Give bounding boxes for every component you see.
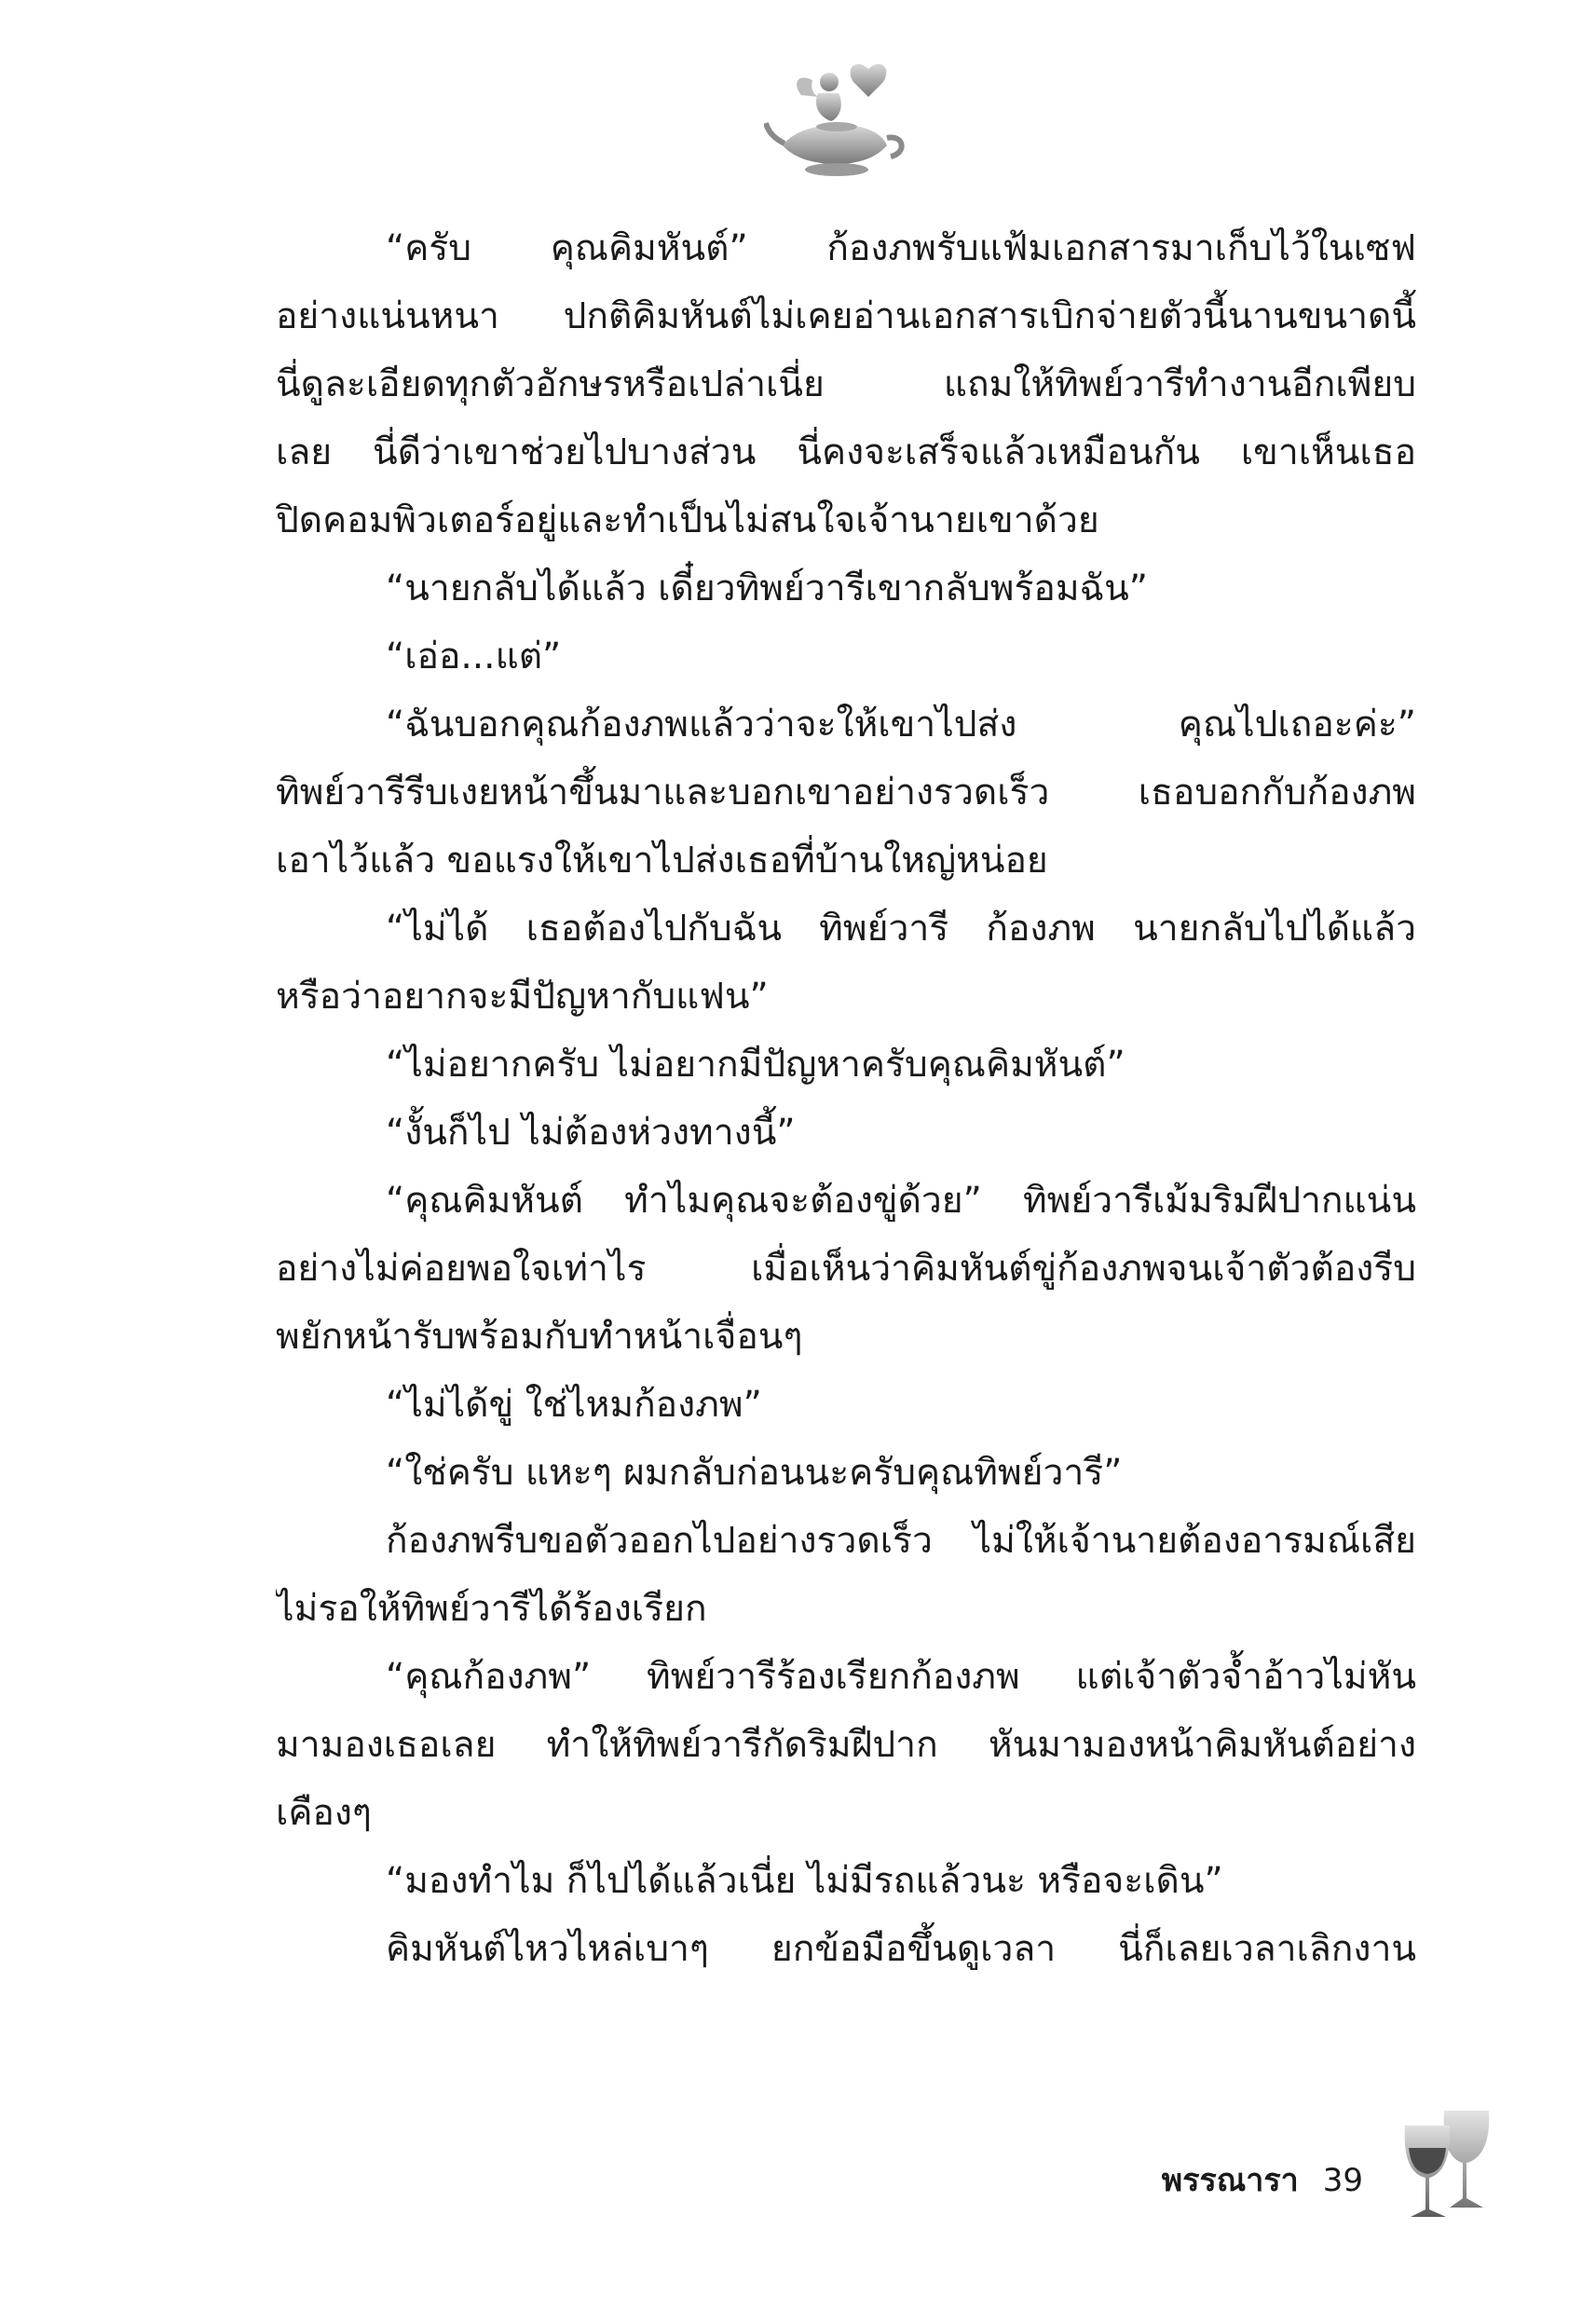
text-line: ไม่รอให้ทิพย์วารีได้ร้องเรียก: [276, 1588, 707, 1630]
text-line: อย่างแน่นหนา ปกติคิมหันต์ไม่เคยอ่านเอกสารเบิกจ่ายตัวนี้นานขนาดนี้: [276, 295, 1416, 337]
text-line: “คุณก้องภพ” ทิพย์วารีร้องเรียกก้องภพ แต่เจ้าตัวจ้ำอ้าวไม่หัน: [386, 1656, 1416, 1698]
text-line: ทิพย์วารีรีบเงยหน้าขึ้นมาและบอกเขาอย่างรวดเร็ว เธอบอกกับก้องภพ: [276, 772, 1416, 814]
text-line: “ไม่อยากครับ ไม่อยากมีปัญหาครับคุณคิมหันต์”: [386, 1044, 1125, 1086]
text-line: คิมหันต์ไหวไหล่เบาๆ ยกข้อมือขึ้นดูเวลา นี่ก็เลยเวลาเลิกงาน: [386, 1928, 1416, 1970]
wine-glasses-icon: [1398, 2101, 1500, 2222]
text-line: อย่างไม่ค่อยพอใจเท่าไร เมื่อเห็นว่าคิมหันต์ขู่ก้องภพจนเจ้าตัวต้องรีบ: [276, 1248, 1416, 1290]
text-line: “ไม่ได้ เธอต้องไปกับฉัน ทิพย์วารี ก้องภพ นายกลับไปได้แล้ว: [386, 908, 1416, 950]
text-line: “เอ่อ...แต่”: [386, 636, 562, 677]
text-line: ปิดคอมพิวเตอร์อยู่และทำเป็นไม่สนใจเจ้านายเขาด้วย: [276, 499, 1099, 541]
text-line: ก้องภพรีบขอตัวออกไปอย่างรวดเร็ว ไม่ให้เจ้านายต้องอารมณ์เสีย: [386, 1520, 1416, 1562]
text-line: เคืองๆ: [276, 1792, 372, 1834]
text-line: “คุณคิมหันต์ ทำไมคุณจะต้องขู่ด้วย” ทิพย์วารีเม้มริมฝีปากแน่น: [386, 1180, 1416, 1222]
page-footer: [1162, 2153, 1363, 2208]
text-line: “งั้นก็ไป ไม่ต้องห่วงทางนี้”: [386, 1112, 796, 1154]
body-text: [276, 214, 1416, 1983]
text-line: “ครับ คุณคิมหันต์” ก้องภพรับแฟ้มเอกสารมาเก็บไว้ในเซฟ: [386, 227, 1416, 269]
page-number: 39: [1322, 2162, 1363, 2199]
text-line: “นายกลับได้แล้ว เดี๋ยวทิพย์วารีเขากลับพร้อมฉัน”: [386, 567, 1148, 609]
book-title: พรรณารา: [1161, 2162, 1299, 2199]
text-line: “ใช่ครับ แหะๆ ผมกลับก่อนนะครับคุณทิพย์วารี”: [386, 1452, 1123, 1494]
text-line: หรือว่าอยากจะมีปัญหากับแฟน”: [276, 976, 769, 1018]
text-line: พยักหน้ารับพร้อมกับทำหน้าเจื่อนๆ: [276, 1316, 803, 1358]
text-line: มามองเธอเลย ทำให้ทิพย์วารีกัดริมฝีปาก หันมามองหน้าคิมหันต์อย่าง: [276, 1724, 1416, 1766]
text-line: “ฉันบอกคุณก้องภพแล้วว่าจะให้เขาไปส่ง คุณไปเถอะค่ะ”: [386, 704, 1416, 745]
text-line: “ไม่ได้ขู่ ใช่ไหมก้องภพ”: [386, 1384, 762, 1426]
text-line: เลย นี่ดีว่าเขาช่วยไปบางส่วน นี่คงจะเสร็จแล้วเหมือนกัน เขาเห็นเธอ: [276, 431, 1416, 473]
text-line: นี่ดูละเอียดทุกตัวอักษรหรือเปล่าเนี่ย แถมให้ทิพย์วารีทำงานอีกเพียบ: [276, 363, 1416, 405]
text-line: เอาไว้แล้ว ขอแรงให้เขาไปส่งเธอที่บ้านใหญ่หน่อย: [276, 840, 1048, 882]
text-line: “มองทำไม ก็ไปได้แล้วเนี่ย ไม่มีรถแล้วนะ หรือจะเดิน”: [386, 1860, 1223, 1902]
teapot-cupid-ornament-icon: [764, 56, 913, 186]
